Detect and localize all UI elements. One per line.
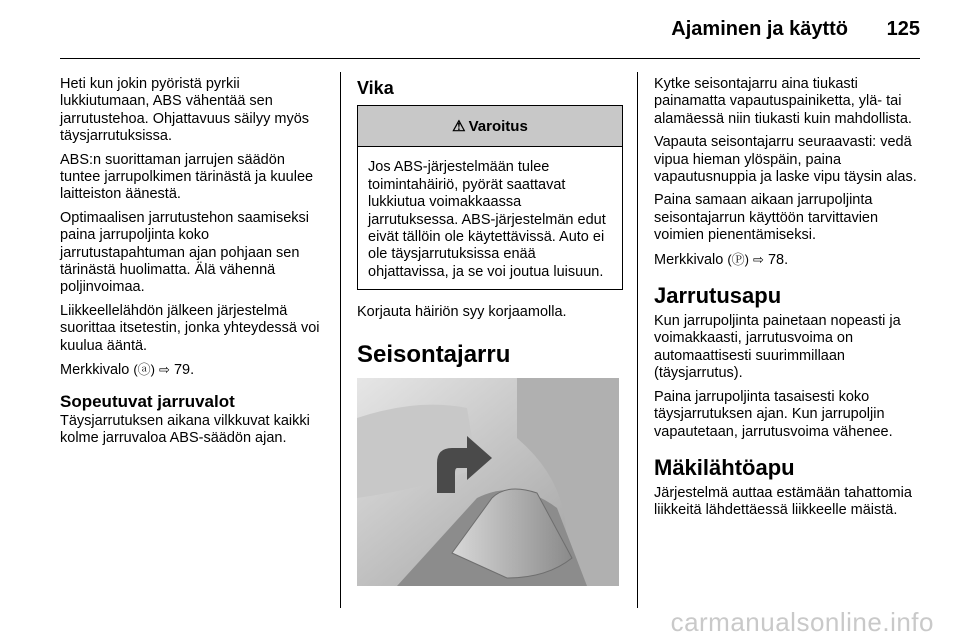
paragraph: Kun jarrupoljinta painetaan nopeasti ja voimakkaasti, jarrutusvoima on automaattisesti suurimmillaan (täysjarrutus). [654,313,901,382]
paragraph: Paina samaan aikaan jarrupoljinta seisontajarrun käyttöön tarvittavien voimien pienentämiseksi. [654,192,879,244]
page-arrow-icon: ⇨ [159,362,170,378]
column-middle [357,80,623,586]
section-heading: Vika [357,78,394,98]
column-left [60,76,326,453]
paragraph: Optimaalisen jarrutustehon saamiseksi paina jarrupoljinta koko jarrutustapahtuman ajan pohjaan sen tärinästä huolimatta. Älä vähennä poljinvoimaa. [60,209,310,296]
column-divider [340,72,341,608]
column-divider [637,72,638,608]
reference-page: 78. [767,251,789,268]
reference-page: 79. [173,362,195,379]
reference-line [60,361,326,379]
paragraph: Liikkeellelähdön jälkeen järjestelmä suorittaa itsetestin, jonka yhteydessä voi kuulua ääntä. [60,302,320,354]
reference-text: Merkkivalo [60,362,130,379]
paragraph: Paina jarrupoljinta tasaisesti koko täysjarrutuksen ajan. Kun jarrupoljin vapautetaan, jarrutusvoima vähenee. [654,388,893,440]
warning-box [357,105,623,290]
parking-brake-warning-icon: (Ⓟ) [727,251,749,267]
section-heading: Seisontajarru [357,340,511,368]
parking-brake-illustration [357,378,619,586]
paragraph: Järjestelmä auttaa estämään tahattomia liikkeitä lähdettäessä liikkeelle mäistä. [654,484,912,519]
paragraph: Kytke seisontajarru aina tiukasti painamatta vapautuspainiketta, ylä- tai alamäessä niin tiukasti kuin mahdollista. [654,76,912,127]
section-heading: Jarrutusapu [654,283,782,309]
warning-triangle-icon: ⚠ [452,117,466,135]
warning-header [358,106,622,147]
reference-line [654,251,926,269]
warning-title: Varoitus [468,117,528,135]
paragraph: ABS:n suorittaman jarrujen säädön tuntee jarrupolkimen tärinästä ja kuulee laitteiston äänestä. [60,151,314,203]
page-arrow-icon: ⇨ [753,251,764,267]
paragraph: Heti kun jokin pyöristä pyrkii lukkiutumaan, ABS vähentää sen jarrutustehoa. Ohjattavuus säilyy myös täysjarrutuksissa. [60,76,310,145]
paragraph: Vapauta seisontajarru seuraavasti: vedä vipua hieman ylöspäin, paina vapautusnuppia ja laske vipu täysin alas. [654,134,917,186]
page-number: 125 [886,18,920,40]
abs-warning-icon: (ⓐ) [133,362,155,378]
paragraph: Täysjarrutuksen aikana vilkkuvat kaikki kolme jarruvaloa ABS-säädön ajan. [60,412,310,446]
section-heading: Mäkilähtöapu [654,454,795,480]
warning-text: Jos ABS-järjestelmään tulee toimintahäiriö, pyörät saattavat lukkiutua voimakkaassa jarrutuksessa. ABS-järjestelmän edut eivät tällöin ole käytettävissä. Auto ei ole täysjarrutuksissa enää ohjattavissa, ja se voi joutua luisuun. [368,159,606,280]
reference-text: Merkkivalo [654,251,724,268]
page-header-title: Ajaminen ja käyttö [671,18,848,40]
header-rule [60,58,920,59]
watermark: carmanualsonline.info [670,607,934,637]
column-right [654,76,926,526]
paragraph: Korjauta häiriön syy korjaamolla. [357,304,567,321]
section-heading: Sopeutuvat jarruvalot [60,391,235,411]
